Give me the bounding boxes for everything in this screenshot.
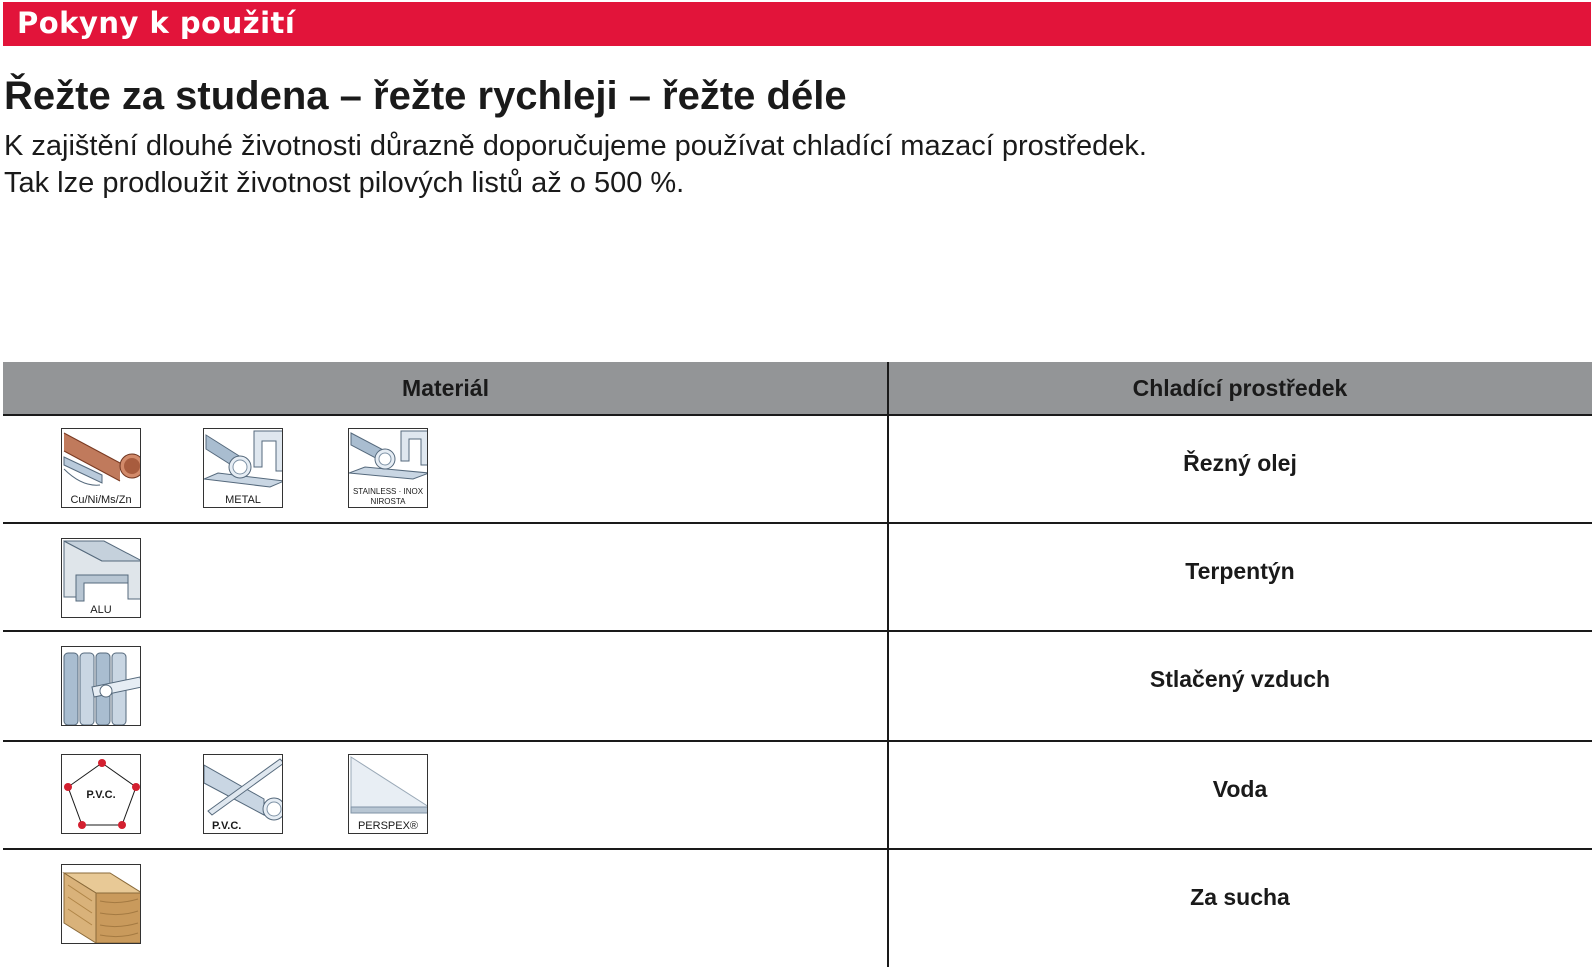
body-text-line-1: K zajištění dlouhé životnosti důrazně doporučujeme používat chladící mazací prostředek. [4, 130, 1147, 162]
table-row [3, 524, 1592, 632]
sheet-metal-radiator-icon [61, 646, 141, 726]
header-coolant: Chladící prostředek [1132, 375, 1348, 401]
table-row [3, 632, 1592, 742]
icon-label-2: NIROSTA [370, 497, 406, 506]
icon-label: P.V.C. [86, 789, 116, 801]
metal-profile-icon [203, 428, 283, 508]
pvc-pipe-icon [203, 754, 283, 834]
table-row [3, 850, 1592, 967]
icon-label: METAL [225, 494, 261, 506]
pvc-pentagon-icon [61, 754, 141, 834]
banner [3, 2, 1591, 46]
aluminium-profile-icon [61, 538, 141, 618]
table-header [3, 362, 1592, 416]
perspex-sheet-icon [348, 754, 428, 834]
stainless-profile-icon [348, 428, 428, 508]
icon-label: STAINLESS · INOX [352, 487, 424, 496]
body-text-line-2: Tak lze prodloužit životnost pilových listů až o 500 %. [4, 167, 685, 199]
coolant-compressed-air: Stlačený vzduch [1149, 666, 1331, 692]
coolant-cutting-oil: Řezný olej [1183, 450, 1297, 476]
column-divider [887, 362, 889, 967]
coolant-table [3, 362, 1592, 967]
table-row [3, 416, 1592, 524]
coolant-dry: Za sucha [1190, 884, 1290, 910]
copper-pipe-icon [61, 428, 141, 508]
headline: Řežte za studena – řežte rychleji – řežte déle [4, 74, 847, 118]
icon-label: Cu/Ni/Ms/Zn [70, 494, 132, 506]
icon-label: ALU [90, 604, 112, 616]
coolant-water: Voda [1212, 776, 1268, 802]
coolant-turpentine: Terpentýn [1185, 558, 1295, 584]
header-material: Materiál [402, 375, 489, 401]
table-row [3, 742, 1592, 850]
icon-label: P.V.C. [212, 820, 242, 832]
wood-beam-icon [61, 864, 141, 944]
banner-title: Pokyny k použití [17, 6, 296, 40]
icon-label: PERSPEX® [357, 820, 419, 832]
